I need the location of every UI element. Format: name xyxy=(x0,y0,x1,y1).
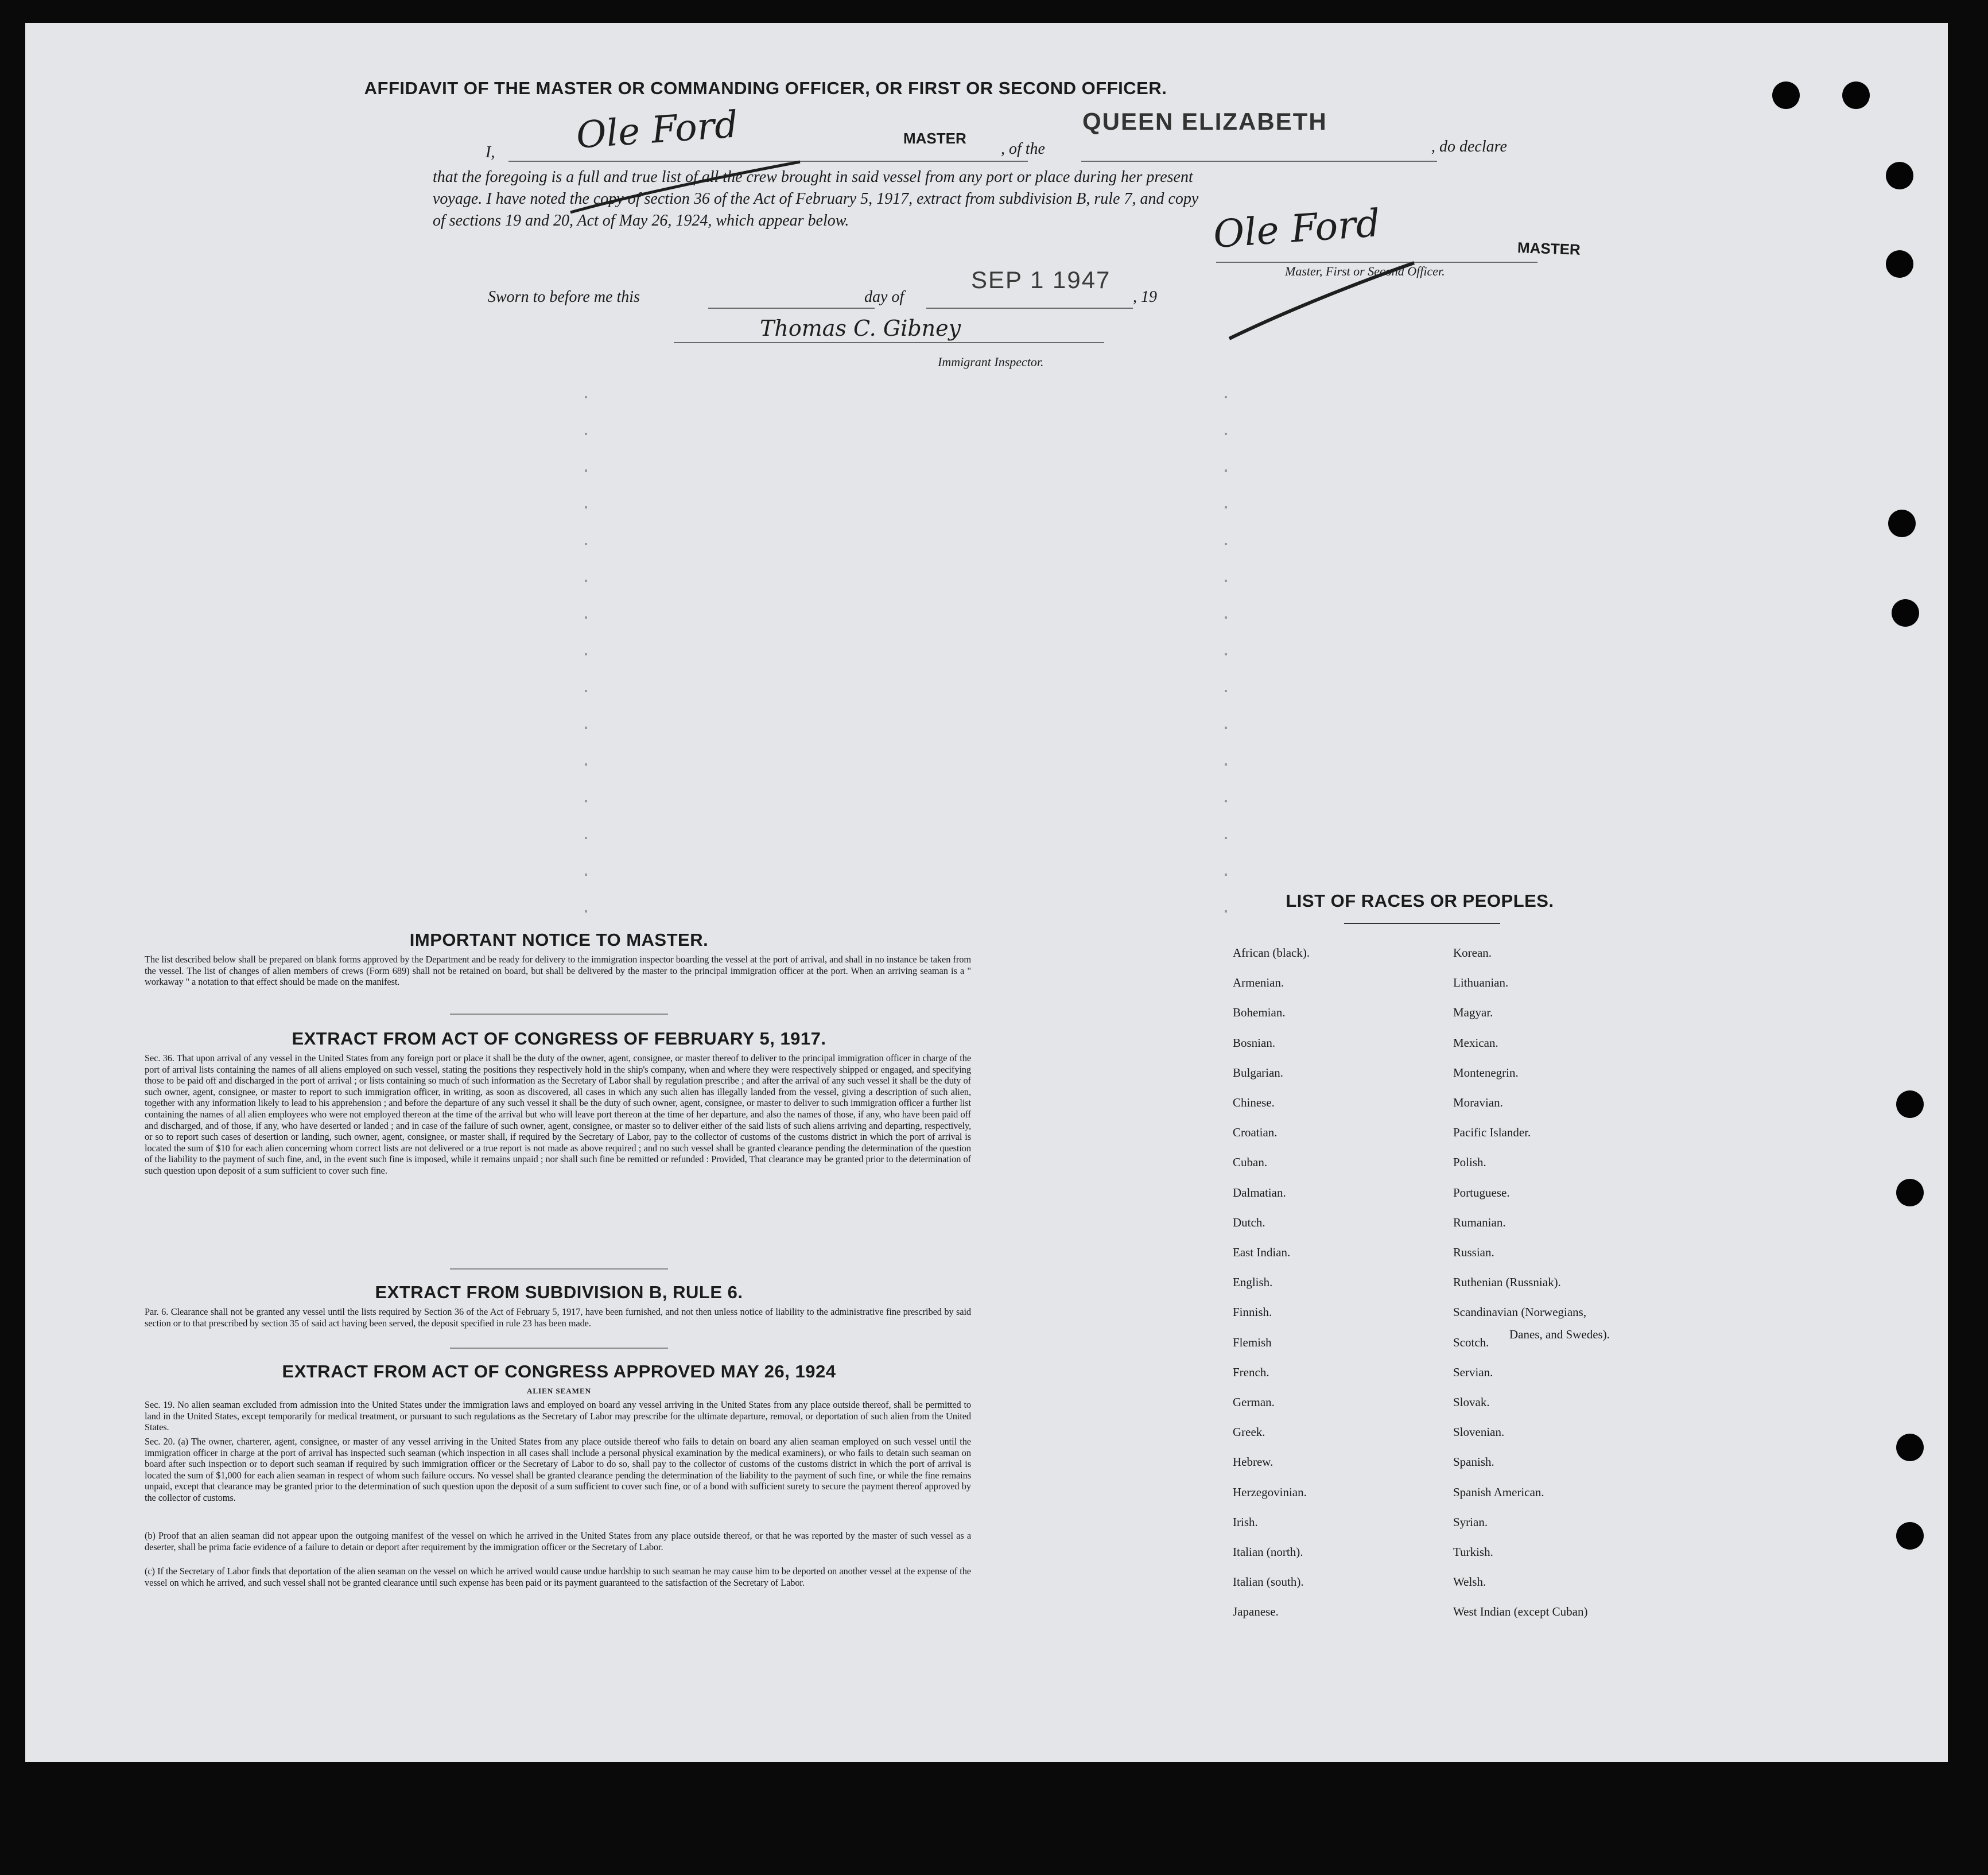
race-right-item: Portuguese. xyxy=(1453,1186,1510,1199)
affidavit-title: AFFIDAVIT OF THE MASTER OR COMMANDING OFFICER, OR FIRST OR SECOND OFFICER. xyxy=(364,78,1167,98)
punch-hole xyxy=(1896,1090,1924,1118)
race-left-item: Bohemian. xyxy=(1233,1006,1286,1019)
race-left-item: Greek. xyxy=(1233,1425,1265,1439)
race-left-item: African (black). xyxy=(1233,946,1310,960)
race-right-item: Lithuanian. xyxy=(1453,976,1509,989)
do-declare-label: , do declare xyxy=(1431,138,1507,156)
extract-1924-sec19: Sec. 19. No alien seaman excluded from admission into the United States under the immigration laws and employed on board any vessel arriving in the United States from any place outside thereof, shall be permitted to land in the United States, except temporarily for medical treatment, or pursuant to such regulations as the Secretary of Labor may prescribe for the ultimate departure, removal, or deportation of such alien from the United States. xyxy=(145,1399,971,1433)
notice-body: The list described below shall be prepared on blank forms approved by the Department and be ready for delivery to the immigration inspector boarding the vessel at the port of arrival, and shall in no instance be taken from the vessel. The list of changes of alien members of crews (Form 689) shall not be retained on board, but shall be delivered by the master to the principal immigration officer at the port. When an arriving seaman is a " workaway " a notation to that effect should be made on the manifest. xyxy=(145,954,971,988)
race-left-item: Dalmatian. xyxy=(1233,1186,1286,1199)
punch-hole xyxy=(1896,1179,1924,1206)
race-right-item: Korean. xyxy=(1453,946,1492,960)
race-scandinavian-continued: Danes, and Swedes). xyxy=(1509,1327,1610,1341)
extract-1924-subtitle: ALIEN SEAMEN xyxy=(526,1387,592,1395)
sworn-day-line xyxy=(708,308,875,309)
divider-1 xyxy=(450,1014,668,1015)
race-right-item: Spanish American. xyxy=(1453,1485,1544,1499)
punch-hole xyxy=(1772,81,1800,109)
races-title: LIST OF RACES OR PEOPLES. xyxy=(1286,891,1554,911)
notice-title: IMPORTANT NOTICE TO MASTER. xyxy=(409,930,709,950)
punch-hole xyxy=(1896,1434,1924,1461)
sworn-month-line xyxy=(926,308,1133,309)
faint-dot-column-left xyxy=(585,396,587,913)
race-left-item: Hebrew. xyxy=(1233,1455,1273,1469)
race-left-item: Herzegovinian. xyxy=(1233,1485,1307,1499)
vessel-name-line xyxy=(1081,161,1437,162)
document-page xyxy=(25,23,1948,1762)
race-right-item: Polish. xyxy=(1453,1155,1486,1169)
signature-1-strike xyxy=(565,155,806,218)
race-left-item: Japanese. xyxy=(1233,1605,1279,1618)
extract-1924-title: EXTRACT FROM ACT OF CONGRESS APPROVED MAY 26, 1924 xyxy=(282,1361,836,1381)
race-right-item: Slovenian. xyxy=(1453,1425,1505,1439)
of-the-label: , of the xyxy=(1001,140,1045,158)
affidavit-line-2: that the foregoing is a full and true list of all the crew brought in said vessel from any port or place during her present xyxy=(433,168,1193,186)
race-right-item: Spanish. xyxy=(1453,1455,1494,1469)
sworn-label: Sworn to before me this xyxy=(488,288,640,306)
master-stamp-2: MASTER xyxy=(1517,239,1581,258)
rule6-body: Par. 6. Clearance shall not be granted any vessel until the lists required by Section 36 of the Act of February 5, 1917, have been furnished, and not then unless notice of liability to the administrative fine prescribed by said section or to that prescribed by section 35 of said act having been served, the deposit specified in rule 23 has been made. xyxy=(145,1306,971,1329)
race-right-item: Servian. xyxy=(1453,1365,1493,1379)
faint-dot-column-right xyxy=(1225,396,1227,913)
extract-1924-sec20a: Sec. 20. (a) The owner, charterer, agent, consignee, or master of any vessel arriving in the United States from any place outside thereof who fails to detain on board any alien seaman employed on such vessel until the immigration officer in charge at the port of arrival has inspected such seaman (which inspection in all cases shall include a personal physical examination by the medical examiners), or who fails to detain such seaman on board after such inspection or to deport such seaman if required by such immigration officer or the Secretary of Labor to do so, shall pay to the collector of customs of the customs district in which the port of arrival is located the sum of $1,000 for each alien seaman in respect of whom such failure occurs. No vessel shall be granted clearance pending the determination of the liability to the payment of such fine, or while the fine remains unpaid, except that clearance may be granted prior to the determination of such question upon the deposit of a sum sufficient to cover such fine, or of a bond with sufficient surety to secure the payment thereof approved by the collector of customs. xyxy=(145,1436,971,1503)
divider-2 xyxy=(450,1268,668,1270)
race-right-item: Moravian. xyxy=(1453,1096,1503,1109)
races-title-underline xyxy=(1344,923,1500,924)
race-left-item: Bosnian. xyxy=(1233,1036,1276,1050)
extract-1924-sec20b: (b) Proof that an alien seaman did not appear upon the outgoing manifest of the vessel on which he arrived in the United States from any place outside thereof, or that he was reported by the master of such vessel as a deserter, shall be prima facie evidence of a failure to detain or deport after requirement by the immigration officer or the Secretary of Labor. xyxy=(145,1530,971,1552)
date-stamp: SEP 1 1947 xyxy=(971,266,1111,293)
rule6-title: EXTRACT FROM SUBDIVISION B, RULE 6. xyxy=(375,1282,743,1302)
extract-1917-body: Sec. 36. That upon arrival of any vessel in the United States from any foreign port or place it shall be the duty of the owner, agent, consignee, or master thereof to deliver to the principal immigration officer in charge of the port of arrival lists containing the names of all aliens employed on such vessel, stating the positions they respectively hold in the ship's company, when and where they were respectively shipped or engaged, and specifying those to be paid off and discharged in the port of arrival ; or lists containing so much of such information as the Secretary of Labor shall by regulation prescribe ; and after the arrival of any such vessel it shall be the duty of such owner, agent, consignee, or master to report to such immigration officer, in writing, as soon as discovered, all cases in which any such alien has illegally landed from the vessel, giving a description of such alien, together with any information likely to lead to his apprehension ; and before the departure of any such vessel it shall be the duty of such owner, agent, consignee, or master to deliver to such immigration officer a further list containing the names of all alien employees who were not employed thereon at the time of the arrival but who will leave port thereon at the time of her departure, and also the names of those, if any, who have been paid off and discharged, and of those, if any, who have deserted or landed ; and in case of the failure of such owner, agent, consignee, or master so to deliver either of the said lists of such aliens arriving and departing, respectively, or so to report such cases of desertion or landing, such owner, agent, consignee, or master shall, if required by the Secretary of Labor, pay to the collector of customs of the customs district in which the port of arrival is located the sum of $10 for each alien concerning whom correct lists are not delivered or a true report is not made as above required ; and no such vessel shall be granted clearance pending the determination of the question of the liability to the payment of such fine, and, in the event such fine is imposed, while it remains unpaid ; nor shall such fine be remitted or refunded : Provided, That clearance may be granted prior to the determination of such question upon deposit of a sum sufficient to cover such fine. xyxy=(145,1053,971,1176)
inspector-signature-line xyxy=(674,342,1104,343)
inspector-signature: Thomas C. Gibney xyxy=(760,316,961,341)
inspector-caption: Immigrant Inspector. xyxy=(938,355,1044,369)
race-left-item: Croatian. xyxy=(1233,1125,1278,1139)
race-right-item: Slovak. xyxy=(1453,1395,1490,1409)
race-left-item: Armenian. xyxy=(1233,976,1284,989)
race-left-item: Irish. xyxy=(1233,1515,1258,1529)
race-right-item: Pacific Islander. xyxy=(1453,1125,1531,1139)
officer-caption: Master, First or Second Officer. xyxy=(1285,264,1445,278)
race-left-item: East Indian. xyxy=(1233,1245,1291,1259)
punch-hole xyxy=(1842,81,1870,109)
race-right-item: Scotch. xyxy=(1453,1336,1489,1349)
punch-hole xyxy=(1892,599,1919,627)
race-left-item: Dutch. xyxy=(1233,1216,1265,1229)
race-left-item: Italian (north). xyxy=(1233,1545,1303,1559)
race-left-item: German. xyxy=(1233,1395,1275,1409)
punch-hole xyxy=(1888,510,1916,537)
vessel-name-stamp: QUEEN ELIZABETH xyxy=(1082,108,1327,135)
extract-1924-sec20c: (c) If the Secretary of Labor finds that deportation of the alien seaman on the vessel on which he arrived would cause undue hardship to such seaman he may cause him to be deported on another vessel at the expense of the vessel on which he arrived, and such vessel shall not be granted clearance until such expense has been paid or its payment guaranteed to the satisfaction of the Secretary of Labor. xyxy=(145,1566,971,1588)
race-left-item: Italian (south). xyxy=(1233,1575,1304,1589)
race-right-item: Ruthenian (Russniak). xyxy=(1453,1275,1561,1289)
race-left-item: English. xyxy=(1233,1275,1273,1289)
master-signature-2: Ole Ford xyxy=(1212,200,1382,257)
race-right-item: Montenegrin. xyxy=(1453,1066,1519,1080)
race-left-item: Flemish xyxy=(1233,1336,1272,1349)
punch-hole xyxy=(1886,162,1913,189)
race-left-item: French. xyxy=(1233,1365,1269,1379)
race-right-item: Magyar. xyxy=(1453,1006,1493,1019)
master-signature-1: Ole Ford xyxy=(574,103,740,157)
divider-3 xyxy=(450,1348,668,1349)
race-left-item: Finnish. xyxy=(1233,1305,1272,1319)
extract-1917-title: EXTRACT FROM ACT OF CONGRESS OF FEBRUARY 5, 1917. xyxy=(292,1028,826,1049)
race-right-item: Welsh. xyxy=(1453,1575,1486,1589)
master-stamp: MASTER xyxy=(903,130,966,147)
race-right-item: Syrian. xyxy=(1453,1515,1488,1529)
race-right-item: Russian. xyxy=(1453,1245,1494,1259)
day-of-label: day of xyxy=(864,288,904,306)
race-right-item: West Indian (except Cuban) xyxy=(1453,1605,1588,1618)
affidavit-line-4: of sections 19 and 20, Act of May 26, 1924, which appear below. xyxy=(433,212,849,230)
race-left-item: Bulgarian. xyxy=(1233,1066,1284,1080)
affidavit-i-label: I, xyxy=(486,143,495,161)
signature-2-strike xyxy=(1225,253,1420,344)
race-left-item: Chinese. xyxy=(1233,1096,1275,1109)
affidavit-line-3: voyage. I have noted the copy of section 36 of the Act of February 5, 1917, extract from subdivision B, rule 7, and copy xyxy=(433,190,1199,208)
race-right-item: Turkish. xyxy=(1453,1545,1493,1559)
race-right-item: Rumanian. xyxy=(1453,1216,1506,1229)
race-left-item: Cuban. xyxy=(1233,1155,1268,1169)
race-right-item: Scandinavian (Norwegians, xyxy=(1453,1305,1587,1319)
race-right-item: Mexican. xyxy=(1453,1036,1498,1050)
punch-hole xyxy=(1896,1522,1924,1550)
punch-hole xyxy=(1886,250,1913,278)
year-suffix: , 19 xyxy=(1133,288,1157,306)
